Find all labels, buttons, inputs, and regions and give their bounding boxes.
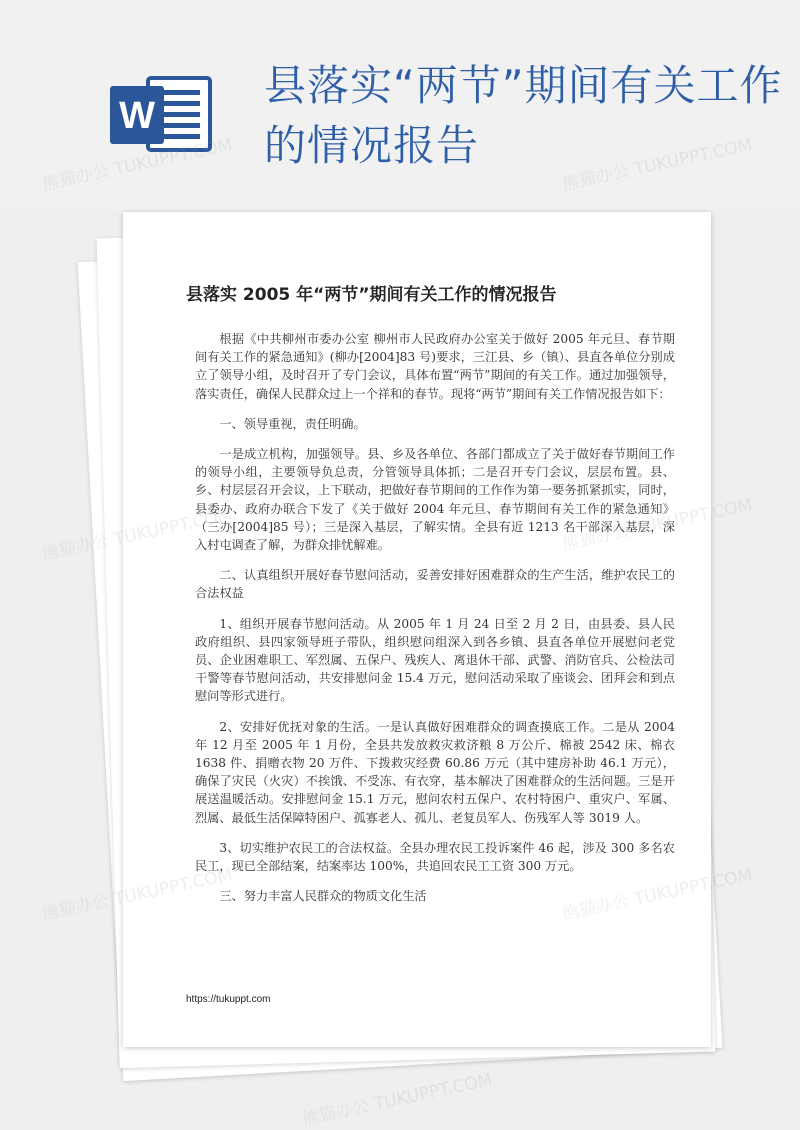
- document-title: 县落实 2005 年“两节”期间有关工作的情况报告: [186, 285, 557, 305]
- paragraph: 一是成立机构，加强领导。县、乡及各单位、各部门都成立了关于做好春节期间工作的领导小组，主要领导负总责，分管领导具体抓；二是召开专门会议，层层布置。县、乡、村层层召开会议，上下联动，把做好春节期间的工作作为第一要务抓紧抓实，同时，县委办、政府办联合下发了《关于做好 2004 年元旦、春节期间有关工作的紧急通知》（三办[2004]85 号）；三是深入基层，了解实情。全县有近 1213 名干部深入基层，深入村屯调查了解，为群众排忧解难。: [195, 447, 675, 553]
- svg-text:W: W: [119, 95, 155, 137]
- watermark: 熊猫办公: [40, 891, 112, 925]
- section-heading: 一、领导重视，责任明确。: [219, 416, 366, 431]
- section-heading: 三、努力丰富人民群众的物质文化生活: [219, 889, 427, 904]
- paragraph: 2、安排好优抚对象的生活。一是认真做好困难群众的调查摸底工作。二是从 2004 年 12 月至 2005 年 1 月份，全县共发放救灾救济粮 8 万公斤、棉被 2542 床、棉衣 1638 件、捐赠衣物 20 万件、下拨救灾经费 60.86 万元（其中建房补助 46.1 万元），确保了灾民（火灾）不挨饿、不受冻、有衣穿，基本解决了困难群众的生活问题。三是开展送温暖活动。安排慰问金 15.1 万元，慰问农村五保户、农村特困户、重灾户、军属、烈属、最低生活保障特困户、孤寡老人、孤儿、老复员军人、伤残军人等 3019 人。: [195, 719, 675, 825]
- watermark: 熊猫办公: [40, 531, 112, 565]
- word-document-icon: [110, 72, 214, 156]
- paragraph: 1、组织开展春节慰问活动。从 2005 年 1 月 24 日至 2 月 2 日，由县委、县人民政府组织、县四家领导班子带队，组织慰问组深入到各乡镇、县直各单位开展慰问老党员、企业困难职工、军烈属、五保户、残疾人、离退休干部、武警、消防官兵、公检法司干警等春节慰问活动，共安排慰问金 15.4 万元，慰问活动采取了座谈会、团拜会和到点慰问等形式进行。: [195, 616, 675, 704]
- document-body: [195, 330, 675, 917]
- document-page: [123, 212, 711, 1047]
- footer-url[interactable]: https://tukuppt.com: [186, 994, 271, 1005]
- banner-title: 县落实“两节”期间有关工作的情况报告: [264, 61, 783, 170]
- paragraph: 根据《中共柳州市委办公室 柳州市人民政府办公室关于做好 2005 年元旦、春节期间有关工作的紧急通知》(柳办[2004]83 号)要求，三江县、乡（镇）、县直各单位分别成立了领导小组，及时召开了专门会议，具体布置“两节”期间的有关工作。通过加强领导，落实责任，确保人民群众过上一个祥和的春节。现将“两节”期间有关工作情况报告如下：: [195, 332, 675, 401]
- watermark: 熊猫办公 TUKUPPT.COM: [300, 1070, 495, 1130]
- section-heading: 二、认真组织开展好春节慰问活动，妥善安排好困难群众的生产生活，维护农民工的合法权益: [195, 568, 675, 601]
- paragraph: 3、切实维护农民工的合法权益。全县办理农民工投诉案件 46 起，涉及 300 多名农民工，现已全部结案，结案率达 100%，共追回农民工工资 300 万元。: [195, 840, 675, 874]
- header-banner: [0, 0, 800, 210]
